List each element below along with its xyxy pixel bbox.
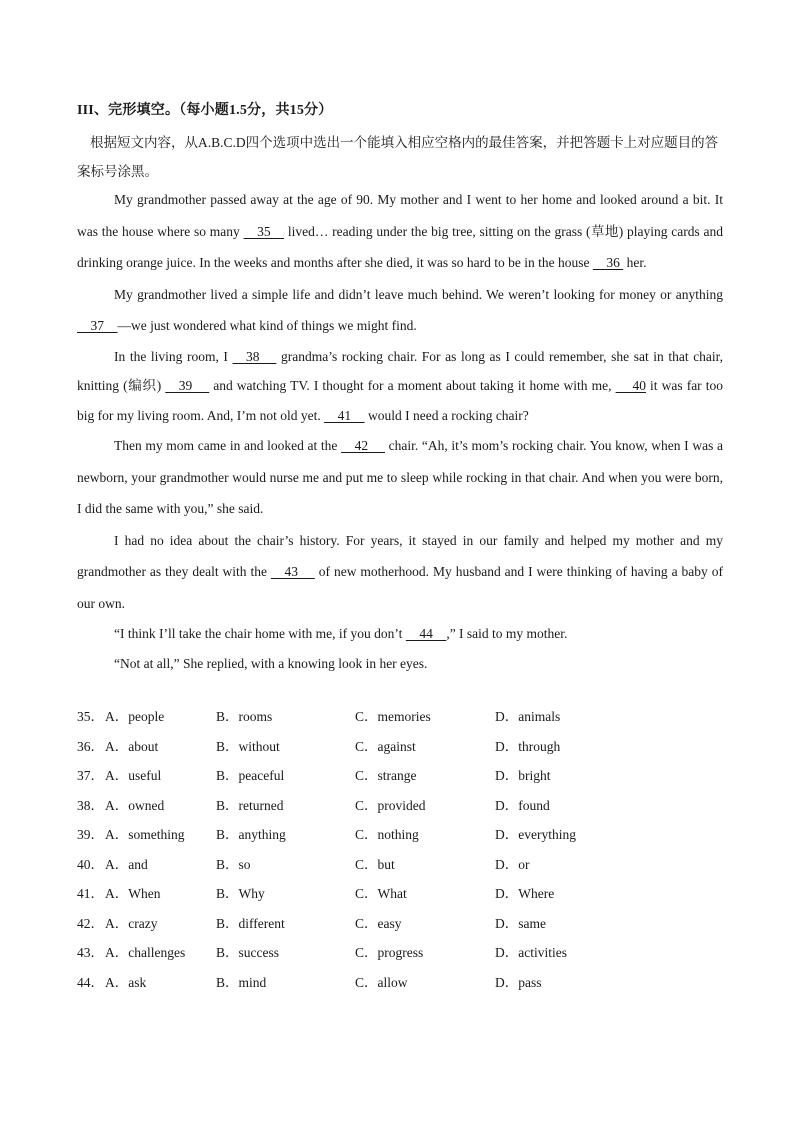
option-a: A．When: [105, 886, 161, 901]
option-b: B．without: [216, 738, 280, 754]
option-c: C．What: [355, 886, 407, 901]
option-c: C．memories: [355, 709, 431, 724]
passage-text: My grandmother passed away at the age of 90. My mother and I went to her home and looked around a bit. It was the house where so many: [77, 192, 723, 239]
passage-text: —we just wondered what kind of things we might find.: [117, 318, 417, 333]
option-d: D．same: [495, 915, 546, 931]
question-row: [77, 731, 697, 761]
question-row: [77, 849, 697, 879]
option-c: C．nothing: [355, 827, 419, 842]
option-b: B．rooms: [216, 709, 273, 724]
passage-text: it was far too big for my living room. And, I’m not old yet.: [77, 378, 724, 423]
passage-text: Then my mom came in and looked at the: [114, 438, 342, 453]
question-row: [77, 908, 697, 938]
option-c: C．strange: [355, 768, 417, 783]
passage-paragraph-5: [77, 525, 723, 620]
option-c: C．against: [355, 738, 416, 754]
cloze-passage: [77, 184, 723, 678]
option-d: D．or: [495, 856, 530, 872]
passage-paragraph-4: [77, 430, 723, 525]
passage-paragraph-1: [77, 184, 723, 279]
blank-38: 38: [232, 348, 277, 364]
section-instructions: 根据短文内容，从A.B.C.D四个选项中选出一个能填入相应空格内的最佳答案，并把答题卡上对应题目的答案标号涂黑。: [77, 135, 719, 179]
blank-36: 36: [592, 255, 624, 270]
option-b: B．peaceful: [216, 768, 285, 783]
passage-text: chair. “Ah, it’s mom’s rocking chair. You know, when I was a newborn, your grandmother would nurse me and put me to sleep while rocking in that chair. And when you were born, I did the same with you,” she said.: [77, 438, 723, 516]
option-a: A．ask: [105, 974, 147, 990]
option-b: B．mind: [216, 974, 267, 990]
option-a: A．and: [105, 856, 148, 872]
passage-paragraph-7: [77, 649, 723, 679]
question-row: [77, 967, 697, 997]
option-a: A．crazy: [105, 915, 158, 931]
option-b: B．so: [216, 856, 251, 872]
section-title: III、完形填空。（每小题1.5分，共15分）: [77, 103, 333, 118]
passage-text: In the living room, I: [114, 348, 233, 364]
question-row: [77, 878, 697, 908]
option-a: A．about: [105, 738, 159, 754]
option-b: B．success: [216, 945, 279, 960]
question-number: 43．: [77, 945, 104, 960]
passage-text: “Not at all,” She replied, with a knowing look in her eyes.: [114, 655, 428, 671]
option-a: A．people: [105, 709, 165, 724]
question-row: [77, 790, 697, 820]
option-d: D．activities: [495, 945, 567, 960]
passage-text: I had no idea about the chair’s history. For years, it stayed in our family and helped my mother and my grandmother as they dealt with the: [77, 532, 723, 579]
blank-41: 41: [324, 407, 365, 423]
option-c: C．easy: [355, 915, 402, 931]
option-b: B．anything: [216, 827, 286, 842]
question-row: [77, 819, 697, 849]
option-a: A．challenges: [105, 945, 186, 960]
blank-37: 37: [77, 318, 118, 333]
option-d: D．animals: [495, 709, 561, 724]
answer-options: [77, 701, 697, 996]
passage-paragraph-2: [77, 279, 723, 342]
question-number: 37．: [77, 768, 104, 783]
blank-44: 44: [405, 626, 447, 641]
question-number: 41．: [77, 886, 104, 901]
passage-text: her.: [623, 255, 647, 270]
option-c: C．but: [355, 856, 395, 872]
question-number: 39．: [77, 827, 104, 842]
option-b: B．Why: [216, 886, 265, 901]
option-c: C．progress: [355, 945, 424, 960]
option-a: A．something: [105, 827, 185, 842]
option-d: D．Where: [495, 886, 555, 901]
passage-text: “I think I’ll take the chair home with me, if you don’t: [114, 626, 406, 641]
question-row: [77, 701, 697, 731]
option-c: C．allow: [355, 974, 408, 990]
option-c: C．provided: [355, 797, 426, 813]
passage-text: lived… reading under the big tree, sitting on the grass (草地) playing cards and drinking orange juice. In the weeks and months after she died, it was so hard to be in the house: [77, 223, 723, 270]
option-d: D．everything: [495, 827, 576, 842]
passage-text: of new motherhood. My husband and I were thinking of having a baby of our own.: [77, 564, 723, 611]
option-b: B．different: [216, 915, 285, 931]
blank-42: 42: [341, 438, 385, 453]
passage-paragraph-6: [77, 619, 723, 649]
question-number: 40．: [77, 856, 104, 872]
option-a: A．useful: [105, 768, 162, 783]
option-d: D．through: [495, 738, 561, 754]
passage-text: ,” I said to my mother.: [446, 626, 568, 641]
blank-43: 43: [270, 564, 315, 579]
blank-40: 40: [615, 378, 646, 393]
question-number: 38．: [77, 797, 104, 813]
option-a: A．owned: [105, 797, 165, 813]
question-number: 35．: [77, 709, 104, 724]
question-number: 44．: [77, 974, 104, 990]
question-number: 36．: [77, 738, 104, 754]
option-d: D．found: [495, 797, 550, 813]
option-d: D．bright: [495, 768, 551, 783]
passage-text: and watching TV. I thought for a moment about taking it home with me,: [209, 378, 616, 393]
blank-39: 39: [165, 378, 210, 393]
question-number: 42．: [77, 915, 104, 931]
option-b: B．returned: [216, 797, 284, 813]
passage-paragraph-3: [77, 342, 723, 431]
blank-35: 35: [243, 223, 285, 239]
option-d: D．pass: [495, 974, 542, 990]
question-row: [77, 937, 697, 967]
passage-text: would I need a rocking chair?: [364, 407, 529, 423]
passage-text: grandma’s rocking chair. For as long as I could remember, she sat in that chair, knitting (编织): [77, 348, 724, 393]
passage-text: My grandmother lived a simple life and didn’t leave much behind. We weren’t looking for money or anything: [114, 286, 723, 302]
question-row: [77, 760, 697, 790]
